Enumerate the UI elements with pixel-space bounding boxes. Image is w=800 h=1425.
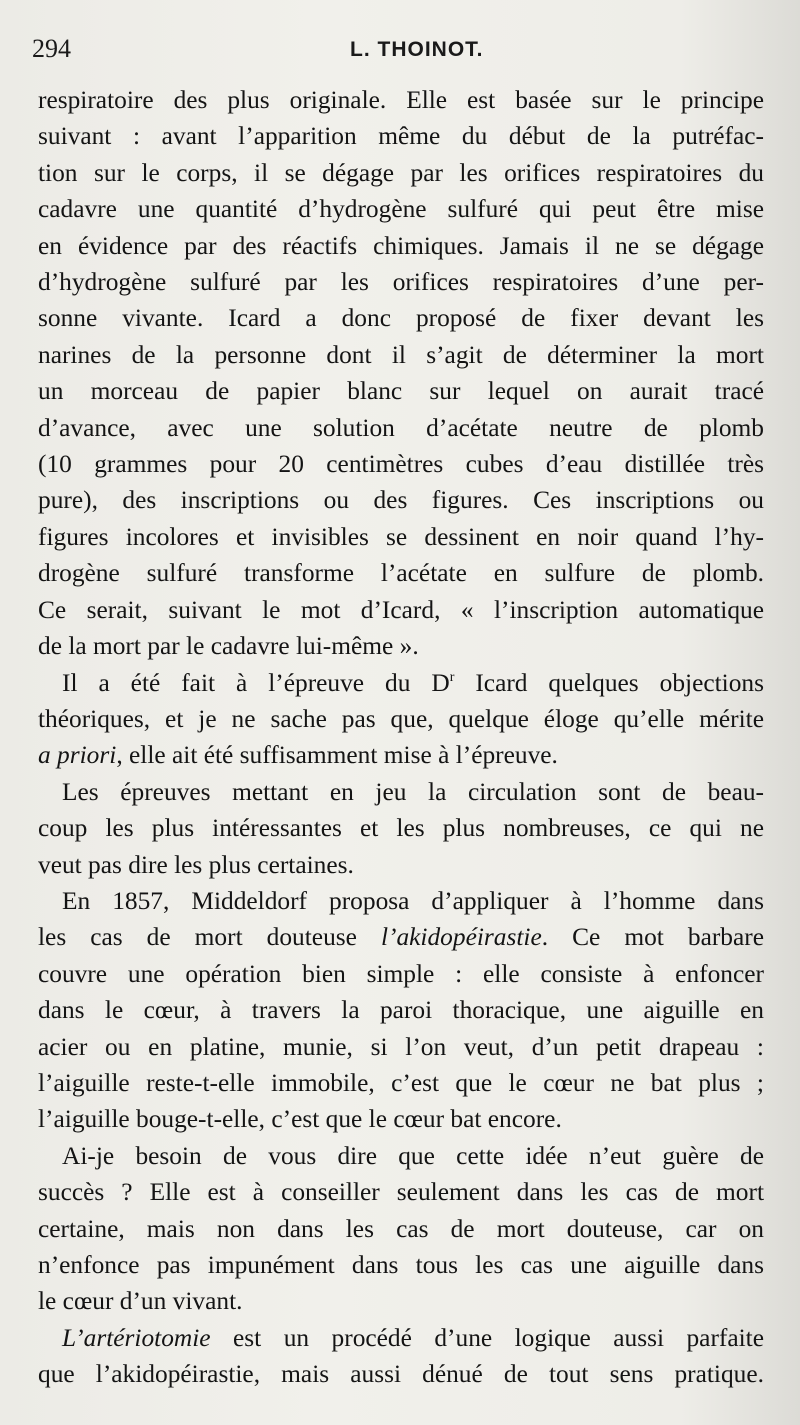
text-line: respiratoire des plus originale. Elle est basée sur le principe	[38, 86, 764, 114]
italic-term: a priori	[38, 741, 117, 770]
text-line	[38, 665, 764, 701]
text-line: acier ou en platine, munie, si l’on veut, d’un petit drapeau :	[38, 1032, 764, 1061]
text-fragment: est un procédé d’une logique aussi parfaite	[210, 1323, 764, 1352]
text-line: pure), des inscriptions ou des figures. Ces inscriptions ou	[38, 486, 764, 515]
text-line	[38, 737, 764, 773]
text-line: coup les plus intéressantes et les plus nombreuses, ce qui ne	[38, 814, 764, 843]
page-header	[32, 34, 760, 68]
text-line: d’avance, avec une solution d’acétate neutre de plomb	[38, 413, 764, 442]
text-line: un morceau de papier blanc sur lequel on aurait tracé	[38, 377, 764, 406]
superscript-abbreviation: r	[449, 669, 455, 685]
paragraph-2	[38, 665, 764, 774]
text-line: en évidence par des réactifs chimiques. Jamais il ne se dégage	[38, 231, 764, 260]
text-line: tion sur le corps, il se dégage par les orifices respiratoires du	[38, 158, 764, 187]
text-line	[38, 1320, 764, 1356]
text-line: suivant : avant l’apparition même du début de la putréfac-	[38, 122, 764, 151]
text-line: de la mort par le cadavre lui-même ».	[38, 632, 419, 661]
paragraph-6	[38, 1320, 764, 1393]
italic-term: l’akidopéirastie	[380, 923, 542, 952]
text-line: succès ? Elle est à conseiller seulement dans les cas de mort	[38, 1178, 764, 1207]
text-line: dans le cœur, à travers la paroi thoracique, une aiguille en	[38, 996, 764, 1025]
paragraph-5	[38, 1138, 764, 1320]
body-text	[38, 82, 764, 1393]
text-line: figures incolores et invisibles se dessinent en noir quand l’hy-	[38, 522, 764, 551]
text-line: d’hydrogène sulfuré par les orifices respiratoires d’une per-	[38, 268, 764, 297]
text-line: l’aiguille bouge-t-elle, c’est que le cœur bat encore.	[38, 1105, 562, 1134]
text-line	[38, 919, 764, 955]
text-fragment: Il a été fait à l’épreuve du D	[62, 668, 450, 697]
text-line: l’aiguille reste-t-elle immobile, c’est que le cœur ne bat plus ;	[38, 1068, 764, 1097]
text-line: (10 grammes pour 20 centimètres cubes d’eau distillée très	[38, 450, 764, 479]
paragraph-1	[38, 82, 764, 665]
text-line: cadavre une quantité d’hydrogène sulfuré qui peut être mise	[38, 195, 764, 224]
text-line: narines de la personne dont il s’agit de déterminer la mort	[38, 340, 764, 369]
text-line: que l’akidopéirastie, mais aussi dénué de tout sens pratique.	[38, 1360, 764, 1389]
text-line: n’enfonce pas impunément dans tous les cas une aiguille dans	[38, 1251, 764, 1279]
text-line: théoriques, et je ne sache pas que, quelque éloge qu’elle mérite	[38, 704, 764, 733]
text-fragment: les cas de mort douteuse	[38, 923, 381, 952]
text-line: Ce serait, suivant le mot d’Icard, « l’inscription automatique	[38, 595, 764, 624]
text-line: le cœur d’un vivant.	[38, 1287, 243, 1316]
text-line: sonne vivante. Icard a donc proposé de fixer devant les	[38, 304, 764, 333]
running-head: L. THOINOT.	[350, 38, 484, 61]
paragraph-4	[38, 883, 764, 1138]
text-line: certaine, mais non dans les cas de mort douteuse, car on	[38, 1214, 764, 1243]
text-line: En 1857, Middeldorf proposa d’appliquer à l’homme dans	[62, 886, 764, 915]
text-line: couvre une opération bien simple : elle consiste à enfoncer	[38, 959, 764, 988]
text-line: drogène sulfuré transforme l’acétate en sulfure de plomb.	[38, 559, 764, 588]
text-fragment: , elle ait été suffisamment mise à l’épreuve.	[116, 741, 558, 770]
text-line: Les épreuves mettant en jeu la circulation sont de beau-	[62, 777, 764, 806]
italic-term: L’artériotomie	[62, 1323, 211, 1352]
paragraph-3	[38, 774, 764, 883]
text-line: Ai-je besoin de vous dire que cette idée n’eut guère de	[62, 1141, 764, 1170]
text-fragment: . Ce mot barbare	[541, 923, 764, 952]
text-line: veut pas dire les plus certaines.	[38, 850, 354, 879]
page-number: 294	[32, 34, 71, 63]
text-fragment: Icard quelques objections	[454, 668, 765, 697]
